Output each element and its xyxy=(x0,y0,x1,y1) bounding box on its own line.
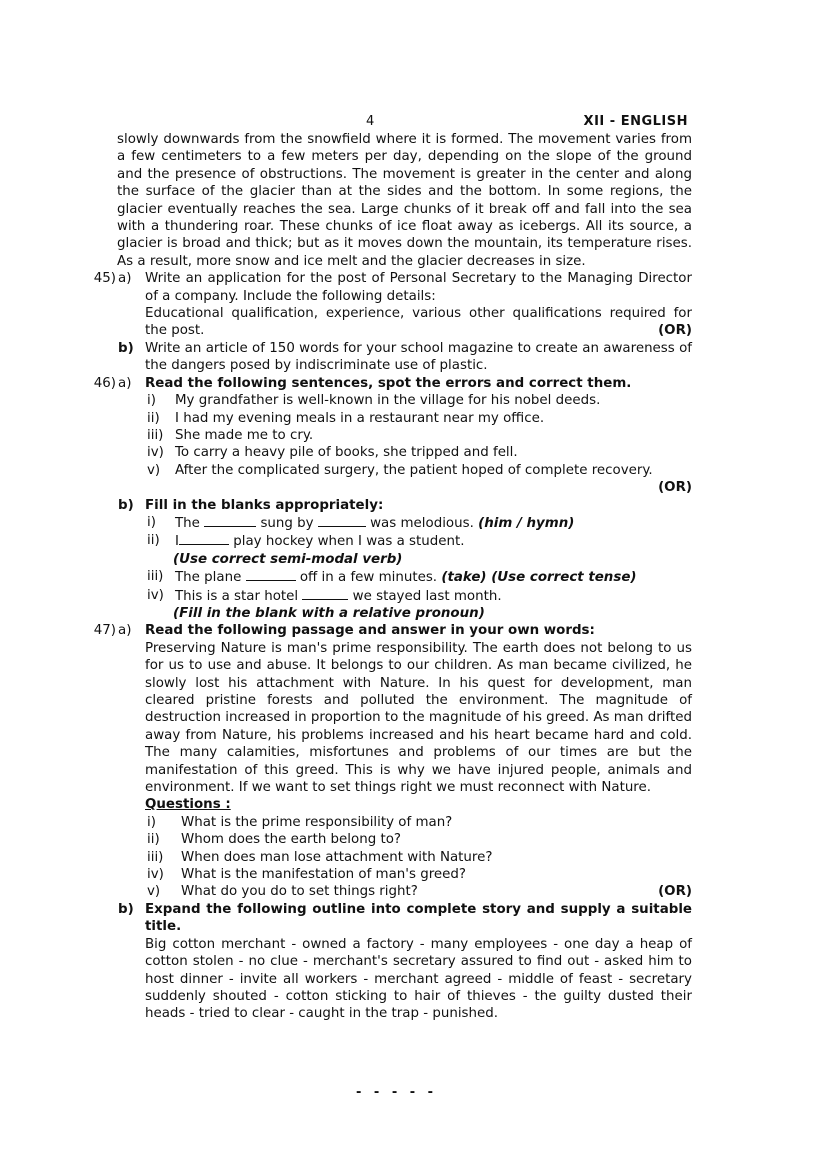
question-47 xyxy=(80,622,692,901)
part-label: a) xyxy=(118,623,132,639)
part-label: a) xyxy=(118,375,132,391)
hint: (Fill in the blank with a relative pronoun) xyxy=(173,605,485,621)
answer-blank xyxy=(302,587,348,600)
question-45b-text: Write an article of 150 words for your school magazine to create an awareness of the dangers posed by indiscriminate use of plastic. xyxy=(145,340,692,374)
question-47b xyxy=(80,901,692,1023)
answer-blank xyxy=(246,568,296,581)
list-item: ii) Whom does the earth belong to? xyxy=(147,832,402,848)
list-item: i) The sung by was melodious. (him / hymn) xyxy=(147,514,575,531)
list-item: i) What is the prime responsibility of man? xyxy=(147,814,453,830)
question-number: 45) xyxy=(93,271,116,287)
or-label: (OR) xyxy=(658,323,692,339)
nature-passage: Preserving Nature is man's prime responsibility. The earth does not belong to us for us to use and abuse. It belongs to our children. As man became civilized, he slowly lost his attachment with Nature. In his quest for development, man cleared pristine forests and polluted the environment. The magnitude of destruction increased in proportion to the magnitude of his greed. As man drifted away from Nature, his problems increased and his heart became hard and cold. The many calamities, misfortunes and problems of our times are but the manifestation of this greed. This is why we have injured people, animals and environment. If we want to set things right we must reconnect with Nature. xyxy=(145,640,692,796)
question-45a-text: Write an application for the post of Personal Secretary to the Managing Director of a company. Include the following details: xyxy=(145,271,692,304)
list-item: iv) This is a star hotel we stayed last month. xyxy=(147,587,502,604)
list-item: v) After the complicated surgery, the patient hoped of complete recovery. xyxy=(147,462,653,478)
question-45a-details: Educational qualification, experience, various other qualifications required for the post. (OR) xyxy=(145,306,692,339)
or-label: (OR) xyxy=(658,884,692,900)
question-47a-heading: Read the following passage and answer in your own words: xyxy=(145,623,595,639)
answer-blank xyxy=(204,514,256,527)
question-45 xyxy=(80,270,692,340)
answer-blank xyxy=(318,514,366,527)
question-46a-heading: Read the following sentences, spot the errors and correct them. xyxy=(145,375,632,391)
hint: (him / hymn) xyxy=(478,515,575,531)
or-label: (OR) xyxy=(658,480,692,496)
list-item: ii) I play hockey when I was a student. xyxy=(147,533,465,550)
story-outline: Big cotton merchant - owned a factory - many employees - one day a heap of cotton stolen - no clue - merchant's secretary assured to find out - asked him to host dinner - invite all workers - merchant agreed - middle of feast - secretary suddenly shouted - cotton sticking to hair of thieves - the guilty dusted their heads - tried to clear - caught in the trap - punished. xyxy=(145,936,692,1022)
page-header xyxy=(0,114,826,132)
part-label: b) xyxy=(118,340,134,356)
hint: (Use correct semi-modal verb) xyxy=(173,551,403,567)
list-item: iii) The plane off in a few minutes. (take) (Use correct tense) xyxy=(147,569,637,586)
page-content xyxy=(80,131,692,1023)
answer-blank xyxy=(179,532,229,545)
hint: (take) (Use correct tense) xyxy=(441,570,637,586)
subject-title: XII - ENGLISH xyxy=(583,114,688,129)
question-47b-heading: Expand the following outline into complete story and supply a suitable title. xyxy=(145,901,692,935)
questions-heading: Questions : xyxy=(145,797,231,813)
glacier-passage: slowly downwards from the snowfield where it is formed. The movement varies from a few centimeters to a few meters per day, depending on the slope of the ground and the presence of obstructions. The movement is greater in the center and along the surface of the glacier than at the sides and the bottom. In some regions, the glacier eventually reaches the sea. Large chunks of it break off and fall into the sea with a thundering roar. These chunks of ice float away as icebergs. All its source, a glacier is broad and thick; but as it moves down the mountain, its temperature rises. As a result, more snow and ice melt and the glacier decreases in size. xyxy=(117,132,692,269)
question-46b xyxy=(80,497,692,623)
list-item: i) My grandfather is well-known in the village for his nobel deeds. xyxy=(147,393,601,409)
part-label: b) xyxy=(118,901,134,917)
end-of-page-mark: - - - - - xyxy=(356,1085,438,1100)
part-label: a) xyxy=(118,271,132,287)
page-number: 4 xyxy=(366,114,375,129)
question-45b xyxy=(80,340,692,375)
question-number: 47) xyxy=(93,623,116,639)
question-46 xyxy=(80,375,692,497)
part-label: b) xyxy=(118,497,134,513)
question-46b-heading: Fill in the blanks appropriately: xyxy=(145,497,384,513)
list-item: iii) When does man lose attachment with Nature? xyxy=(147,849,493,865)
list-item: iv) What is the manifestation of man's greed? xyxy=(147,867,466,883)
list-item: iv) To carry a heavy pile of books, she tripped and fell. xyxy=(147,445,518,461)
question-number: 46) xyxy=(93,375,116,391)
list-item: iii) She made me to cry. xyxy=(147,427,314,443)
list-item: ii) I had my evening meals in a restaurant near my office. xyxy=(147,410,545,426)
list-item: v) What do you do to set things right? (OR) xyxy=(147,884,692,900)
